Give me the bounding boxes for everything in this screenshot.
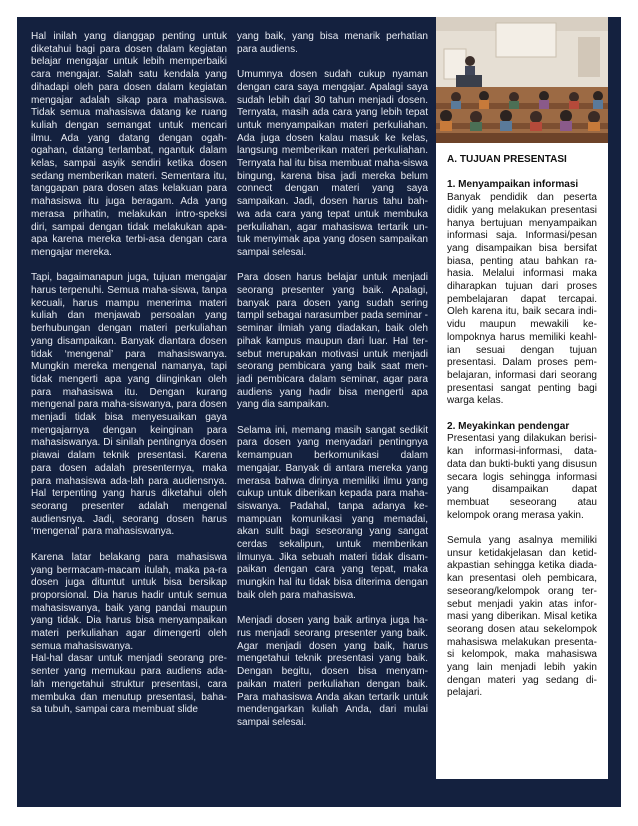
paragraph: Banyak pendidik dan peserta didik yang melakukan presentasi hanya bertujuan menyampaikan informasi saja. Informasi/pesan yang disampaikan bisa bersifat biasa, penting atau bahkan ra-hasia. Melalui informasi maka diharapkan tujuan dari proses pembelajaran dapat tercapai. Oleh karena itu, baik secara indi-vidu maupun mewakili ke-lompoknya harus memiliki keahl-ian sesuai dengan tujuan presentasi. Dalam proses pem-belajaran, informasi dari seorang presentasi sangat penting bagi warga kelas.	[447, 192, 597, 407]
sidebar-text-box	[447, 154, 597, 713]
document-page	[17, 17, 621, 807]
paragraph: Umumnya dosen sudah cukup nyaman dengan cara saya mengajar. Apalagi saya sudah lebih dari 30 tahun menjadi dosen. Ternyata, masih ada cara yang lebih tepat untuk menyampaikan materi perkuliahan. Ada juga dosen kalau masuk ke kelas, langsung memberikan materi perkuliahan. Ternyata hal itu bisa membuat maha-siswa bingung, karena bisa jadi mereka belum connect dengan materi yang saya sampaikan. Jadi, dosen harus tahu bah-wa ada cara yang tepat untuk membuka perkuliahan, agar mahasiswa tertarik un-tuk menyimak apa yang dosen sampaikan sampai selesai.	[237, 69, 428, 258]
section-title: 1. Menyampaikan informasi	[447, 179, 579, 191]
paragraph: Presentasi yang dilakukan berisi-kan informasi-informasi, data-data dan bukti-bukti yang disusun secara logis sehingga informasi yang disampaikan dapat membuat seseorang atau kelompok orang merasa yakin.	[447, 433, 597, 521]
lecture-hall-illustration	[436, 17, 608, 143]
paragraph: Tapi, bagaimanapun juga, tujuan mengajar harus terpenuhi. Semua maha-siswa, tanpa kecuali, harus mampu menerima materi kuliah dan menjawab persoalan yang berhubungan dengan materi perkuliahan yang disampaikan. Banyak diantara dosen tidak ‘mengenal’ para mahasiswanya. Mungkin mereka mengenal namanya, tapi tidak mengerti apa yang diinginkan oleh para mahasiswa itu. Dengan kurang mengenal para maha-siswanya, para dosen menjadi tidak bisa menyesuaikan gaya mengajarnya dengan keinginan para mahasiswanya. Di sinilah pentingnya dosen piawai dalam teknik presentasi. Karena para dosen adalah presenternya, maka para mahasiswa ada-lah para audiensnya. Hal terpenting yang harus diketahui oleh seorang presenter adalah mengenal audiensnya. Jadi, seorang dosen harus ‘mengenal’ para mahasiswanya.	[31, 272, 227, 538]
paragraph: yang baik, yang bisa menarik perhatian para audiens.	[237, 31, 428, 55]
text-column-middle	[237, 31, 428, 742]
section-title: 2. Meyakinkan pendengar	[447, 420, 570, 432]
sidebar-heading: A. TUJUAN PRESENTASI	[447, 154, 567, 165]
paragraph: Semula yang asalnya memiliki unsur ketidakjelasan dan ketid-akpastian sehingga ketika diada-kan presentasi oleh pembicara, seseorang/kelompok orang ter-sebut menjadi yakin atas infor-masi yang diberikan. Misal ketika seorang dosen atau sekelompok mahasiswa melakukan presenta-si kelompok, maka mahasiswa yang lain menjadi lebih yakin dengan materi yag sedang di-pelajari.	[447, 535, 597, 699]
paragraph: Menjadi dosen yang baik artinya juga ha-rus menjadi seorang presenter yang baik. Agar menjadi dosen yang baik, harus mengetahui teknik presentasi yang baik. Dengan begitu, dosen bisa menyam-paikan materi perkuliahan dengan baik. Para mahasiswa Anda akan tertarik untuk mendengarkan kuliah Anda, dari mulai sampai selesai.	[237, 615, 428, 728]
text-column-left	[31, 31, 227, 730]
sidebar-panel	[436, 17, 608, 779]
lecture-hall-icon	[436, 17, 608, 143]
paragraph: Para dosen harus belajar untuk menjadi seorang presenter yang baik. Apalagi, banyak para dosen yang sudah sering tampil sebagai narasumber pada seminar -seminar ilmiah yang diadakan, baik oleh pihak kampus maupun dari luar. Hal ter-sebut merupakan motivasi untuk menjadi seorang pembicara yang baik saat men-jadi pembicara dalam seminar, agar para audiens yang hadir bisa mengerti apa yang dia sampaikan.	[237, 272, 428, 411]
paragraph: Karena latar belakang para mahasiswa yang bermacam-macam itulah, maka pa-ra dosen juga dituntut untuk bisa bersikap proporsional. Dia harus hadir untuk semua mahasiswanya, baik yang pandai maupun yang tidak. Dia harus bisa menyampaikan materi perkuliahan agar dimengerti oleh semua mahasiswanya.	[31, 551, 227, 652]
paragraph: Selama ini, memang masih sangat sedikit para dosen yang menyadari pentingnya kemampuan berkomunikasi dalam mengajar. Banyak di antara mereka yang merasa bahwa dirinya memiliki ilmu yang cukup untuk diberikan kepada para maha-siswanya. Padahal, tanpa adanya ke-mampuan komunikasi yang memadai, akan sulit bagi seseorang yang sangat cerdas sekalipun, untuk memberikan ilmunya. Jika sebuah materi tidak disam-paikan dengan cara yang tepat, maka mungkin hal itu tidak bisa diterima dengan baik oleh para mahasiswa.	[237, 424, 428, 601]
paragraph: Hal-hal dasar untuk menjadi seorang pre-senter yang memukau para audiens ada-lah mengetahui struktur presentasi, cara membuka dan menutup presentasi, baha-sa tubuh, sampai cara membuat slide	[31, 653, 227, 716]
paragraph: Hal inilah yang dianggap penting untuk diketahui bagi para dosen dalam kegiatan belajar mengajar untuk lebih memperbaiki cara mengajar. Salah satu kendala yang dihadapi oleh para dosen dalam kegiatan mengajar adalah sikap para mahasiswa. Tidak semua mahasiswa datang ke ruang kuliah dengan semangat untuk mencari ilmu. Ada yang datang dengan ogah-ogahan, datang terlambat, ngantuk dalam kelas, sampai asyik sendiri ketika dosen sedang memberikan materi. Sementara itu, tanggapan para dosen atas kelakuan para mahasiswa itu juga beragam. Ada yang merasa prihatin, melakukan intro-speksi diri, sampai dengan tidak melakukan apa-apa karena mereka terbi-asa dengan cara mengajar mereka.	[31, 31, 227, 258]
